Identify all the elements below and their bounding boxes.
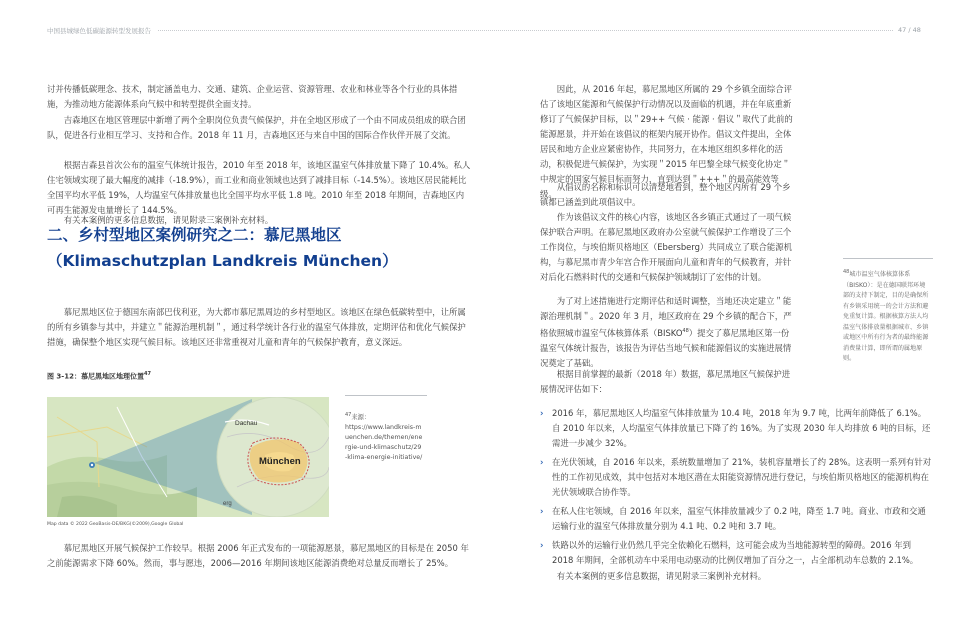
left-paragraph-2: 吉森地区在地区管理层中新增了两个全职岗位负责气候保护，并在全地区形成了一个由不同成员组成的联合团队，促进各行业相互学习、支持和合作。2018 年 11 月，吉森地区还与来自中国的国际合作伙伴开展了交流。: [47, 115, 466, 140]
left-paragraph-4: 有关本案例的更多信息数据，请见附录三案例补充材料。: [63, 215, 274, 225]
assessment-bullet-list: [540, 406, 932, 572]
right-paragraph-6: 有关本案例的更多信息数据，请见附录三案例补充材料。: [556, 571, 767, 581]
header-rule: [158, 30, 893, 31]
left-paragraph-5: 慕尼黑地区位于德国东南部巴伐利亚，为大都市慕尼黑周边的乡村型地区。该地区在绿色低碳转型中，让所属的所有乡镇参与其中，并建立＂能源治理机制＂，通过科学统计各行业的温室气体排放，定期评估和优化气候保护措施，确保整个地区实现气候目标。该地区还非常重视对儿童和青年的气候保护教育，意义深远。: [47, 307, 466, 347]
right-paragraph-2: 从倡议的名称和标识可以清楚地看到，整个地区内所有 29 个乡镇都已涵盖到此项倡议中。: [540, 182, 791, 207]
running-header-title: 中国县城绿色低碳能源转型发展报告: [47, 27, 151, 35]
chevron-right-icon: ›: [540, 540, 544, 550]
left-paragraph-6: 慕尼黑地区开展气候保护工作较早。根据 2006 年正式发布的一项能源愿景，慕尼黑地区的目标是在 2050 年之前能源需求下降 60%。然而，事与愿违，2006—2016 年期间该地区能源消费绝对总量反而增长了 25%。: [47, 543, 469, 568]
svg-text:erg: erg: [223, 501, 232, 507]
location-map: [47, 397, 329, 517]
right-paragraph-5: 根据目前掌握的最新（2018 年）数据，慕尼黑地区气候保护进展情况评估如下：: [540, 369, 791, 394]
left-paragraph-1: 讨并传播低碳理念、技术，制定涵盖电力、交通、建筑、企业运营、资源管理、农业和林业等各个行业的具体措施，为推动地方能源体系向气候中和转型提供全面支持。: [47, 84, 458, 109]
map-graphic: [47, 397, 329, 517]
right-paragraph-3: 作为该倡议文件的核心内容，该地区各乡镇正式通过了一项气候保护联合声明。在慕尼黑地区政府办公室就气候保护工作增设了三个工作岗位，与埃伯斯贝格地区（Ebersberg）共同成立了联合能源机构，与慕尼黑市青少年宫合作开展面向儿童和青年的气候教育，并针对后化石燃料时代的交通和气候保护领域制订了宏伟的计划。: [540, 212, 793, 282]
section-heading: 二、乡村型地区案例研究之二：慕尼黑地区（Klimaschutzplan Landkreis München）: [47, 226, 398, 270]
list-item: › 2016 年，慕尼黑地区人均温室气体排放量为 10.4 吨，2018 年为 9.7 吨，比两年前降低了 6.1%。自 2010 年以来，人均温室气体排放量已下降了约 16%。为了实现 2030 年人均排放 6 吨的目标，还需进一步减少 32%。: [540, 408, 931, 448]
right-paragraph-1: 因此，从 2016 年起，慕尼黑地区所属的 29 个乡镇全面综合评估了该地区能源和气候保护行动情况以及面临的机遇，并在年底重新修订了气候保护目标，以＂29++ 气候 · 能源 · 倡议＂取代了此前的能源愿景，并开始在该倡议的框架内展开协作。倡议文件提出，全体居民和地方企业应紧密协作，共同努力，在本地区组织多样化的活动，积极促进气候保护，为实现＂2015 年巴黎全球气候变化协定＂中规定的国家气候目标而努力，直到达到＂+++＂的最高能效等级。: [540, 84, 793, 199]
sidenote-rule: [843, 258, 933, 259]
figure-caption: 图 3-12：慕尼黑地区地理位置$^{47}$: [47, 371, 151, 381]
right-paragraph-4: 为了对上述措施进行定期评估和适时调整，当地还决定建立＂能源治理机制＂。2020 年 3 月，地区政府在 29 个乡镇的配合下，严格依照城市温室气体核算体系（BISKO$^{48}$）提交了慕尼黑地区第一份温室气体统计报告，该报告为评估当地气候和能源倡议的实施进展情况奠定了基础。: [540, 296, 792, 368]
list-item: › 在私人住宅领域，自 2016 年以来，温室气体排放量减少了 0.2 吨，降至 1.7 吨。商业、市政和交通运输行业的温室气体排放量分别为 4.1 吨、0.2 吨和 3.7 吨。: [540, 506, 926, 531]
svg-text:München: München: [259, 456, 301, 467]
page-number: 47 / 48: [898, 26, 921, 34]
sidenote: $^{48}$城市温室气体核算体系（BISKO）：是在德国联邦环境部的支持下制定，目的是确保所有乡镇采用统一的会计方法和避免重复计算。根据核算方法人均温室气体排放量根据城市、乡镇或地区中所有行为者的最终能源消费量计算，即所谓的属地原则。: [843, 269, 929, 363]
chevron-right-icon: ›: [540, 506, 544, 516]
list-item: › 在光伏领域，自 2016 年以来，系统数量增加了 21%，装机容量增长了约 28%。这表明一系列有针对性的工作初见成效，其中包括对本地区潜在太阳能资源情况进行登记，与埃伯斯贝格地区的能源机构在光伏领域联合协作等。: [540, 457, 932, 497]
svg-text:Dachau: Dachau: [235, 420, 258, 427]
chevron-right-icon: ›: [540, 457, 544, 467]
chevron-right-icon: ›: [540, 408, 544, 418]
map-credit: Map data © 2022 GeoBasis-DE/BKG(©2009),Google Global: [47, 522, 184, 527]
footnote-url[interactable]: https://www.landkreis-muenchen.de/themen/energie-und-klimaschutz/29-klima-energie-initiative/: [345, 424, 423, 462]
list-item: › 铁路以外的运输行业仍然几乎完全依赖化石燃料，这可能会成为当地能源转型的障碍。2016 年到 2018 年期间，全部机动车中采用电动驱动的比例仅增加了百分之一，占全部机动车总数的 2.1%。: [540, 540, 919, 565]
left-paragraph-3: 根据吉森县首次公布的温室气体统计报告，2010 年至 2018 年，该地区温室气体排放量下降了 10.4%。私人住宅领域实现了最大幅度的减排（-18.9%），而工业和商业领域也达到了减排目标（-14.5%）。该地区居民能耗比全国平均水平低 19%，人均温室气体排放量也比全国平均水平低 1.8 吨。2010 年至 2018 年期间，吉森地区内可再生能源发电量增长了 144.5%。: [47, 160, 471, 215]
footnote-rule: [345, 395, 427, 396]
footnote: $^{47}$来源： https://www.landkreis-muenchen.de/themen/energie-und-klimaschutz/29-klima-energie-initiative/: [345, 412, 423, 462]
